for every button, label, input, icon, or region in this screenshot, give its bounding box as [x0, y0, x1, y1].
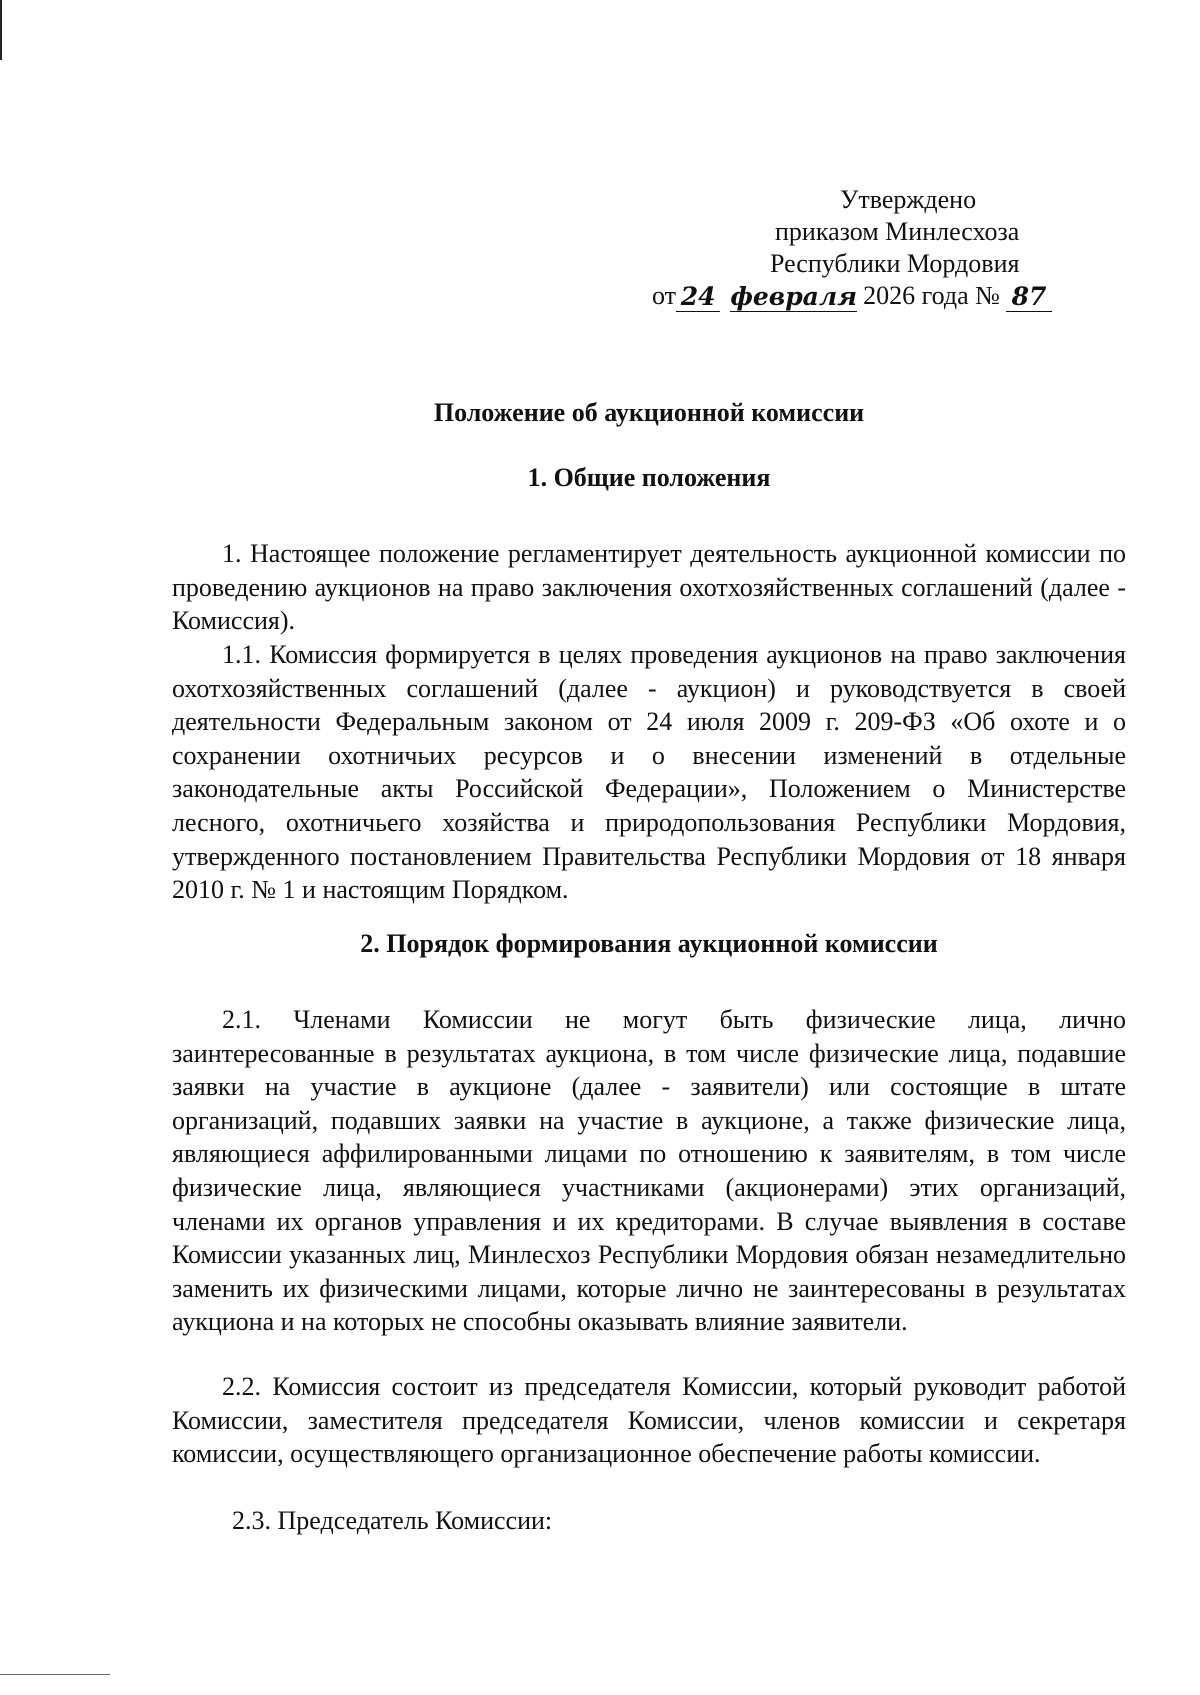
date-prefix: от — [652, 281, 677, 310]
scan-edge-mark — [0, 0, 2, 60]
handwritten-day: 24 — [676, 283, 720, 312]
scan-edge-mark-bottom — [0, 1674, 110, 1675]
handwritten-order-number: 87 — [1006, 283, 1052, 312]
approval-date-line — [652, 280, 1052, 312]
paragraph-1: 1. Настоящее положение регламентирует деятельность аукционной комиссии по проведению аукционов на право заключения охотхозяйственных соглашений (далее - Комиссия). — [172, 539, 1126, 636]
paragraph-2-1: 2.1. Членами Комиссии не могут быть физические лица, лично заинтересованные в результатах аукциона, в том числе физические лица, подавшие заявки на участие в аукционе (далее - заявители) или состоящие в штате организаций, подавших заявки на участие в аукционе, а также физические лица, являющиеся аффилированными лицами по отношению к заявителям, в том числе физические лица, являющиеся участниками (акционерами) этих организаций, членами их органов управления и их кредиторами. В случае выявления в составе Комиссии указанных лиц, Минлесхоз Республики Мордовия обязан незамедлительно заменить их физическими лицами, которые лично не заинтересованы в результатах аукциона и на которых не способны оказывать влияние заявители. — [172, 1005, 1126, 1337]
handwritten-month: февраля — [730, 282, 858, 311]
paragraph-1-1: 1.1. Комиссия формируется в целях проведения аукционов на право заключения охотхозяйственных соглашений (далее - аукцион) и руководствуется в своей деятельности Федеральным законом от 24 июля 2009 г. 209-ФЗ «Об охоте и о сохранении охотничьих ресурсов и о внесении изменений в отдельные законодательные акты Российской Федерации», Положением о Министерстве лесного, охотничьего хозяйства и природопользования Республики Мордовия, утвержденного постановлением Правительства Республики Мордовия от 18 января 2010 г. № 1 и настоящим Порядком. — [172, 640, 1126, 905]
section-2-heading: 2. Порядок формирования аукционной комиссии — [360, 929, 938, 958]
approval-line-order: приказом Минлесхоза — [775, 217, 1020, 246]
date-year-text: 2026 года № — [863, 281, 1000, 310]
paragraph-2-3: 2.3. Председатель Комиссии: — [232, 1506, 553, 1535]
approval-line-approved: Утверждено — [840, 185, 977, 214]
paragraph-2-2: 2.2. Комиссия состоит из председателя Комиссии, который руководит работой Комиссии, заместителя председателя Комиссии, членов комиссии и секретаря комиссии, осуществляющего организационное обеспечение работы комиссии. — [172, 1372, 1126, 1469]
section-1-heading: 1. Общие положения — [527, 463, 771, 492]
approval-stamp-block — [652, 184, 1052, 312]
document-title: Положение об аукционной комиссии — [433, 398, 865, 427]
approval-line-republic: Республики Мордовия — [770, 249, 1020, 278]
